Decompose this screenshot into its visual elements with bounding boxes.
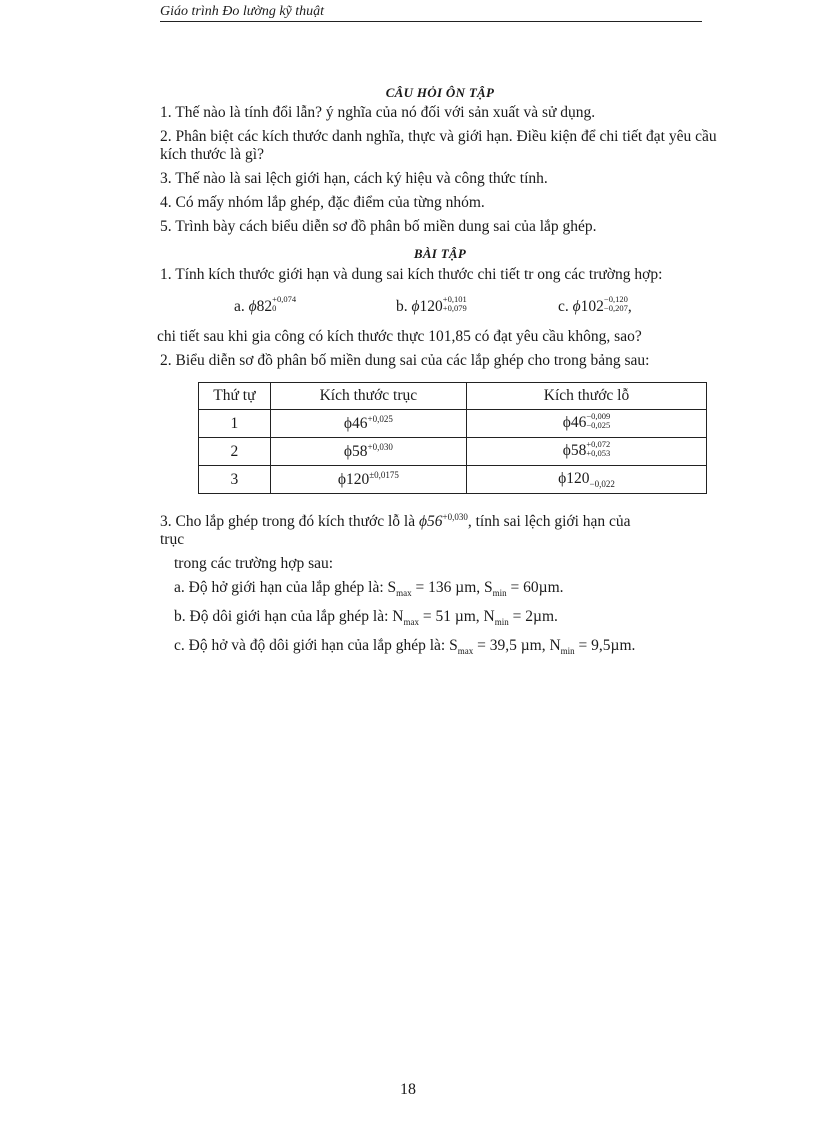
question-1: 1. Thế nào là tính đổi lẫn? ý nghĩa của nó đối với sản xuất và sử dụng.	[160, 104, 596, 121]
case-c: c. ϕ102 −0,120 −0,207 ,	[558, 294, 632, 315]
exercise-1-cases	[234, 296, 720, 318]
exercise-3-item-c: c. Độ hở và độ dôi giới hạn của lắp ghép là: $S_{max} = 39,5$ µm, $N_{min} = 9,5\mu m$.	[174, 637, 636, 657]
question-2: 2. Phân biệt các kích thước danh nghĩa, thực và giới hạn. Điều kiện để chi tiết đạt yêu cầu kích thước là gì?	[160, 128, 717, 163]
running-header: Giáo trình Đo lường kỹ thuật	[160, 2, 702, 22]
case-b: b. ϕ120 +0,101 +0,079	[396, 294, 467, 315]
cell-hole: ϕ46 −0,009 −0,025	[467, 410, 707, 438]
review-heading: CÂU HỎI ÔN TẬP	[385, 85, 495, 100]
cell-shaft: $\phi 46^{+0,025}$	[270, 410, 466, 438]
exercise-3-item-a: a. Độ hở giới hạn của lắp ghép là: $S_{max} = 136$ µm, $S_{min} = 60\mu m$.	[174, 579, 564, 599]
question-5: 5. Trình bày cách biểu diễn sơ đồ phân bố miền dung sai của lắp ghép.	[160, 218, 597, 235]
col-header-shaft: Kích thước trục	[270, 383, 466, 410]
question-4: 4. Có mấy nhóm lắp ghép, đặc điểm của từng nhóm.	[160, 194, 485, 211]
question-3: 3. Thế nào là sai lệch giới hạn, cách ký hiệu và công thức tính.	[160, 170, 548, 187]
exercise-1-text: 1. Tính kích thước giới hạn và dung sai kích thước chi tiết tr ong các trường hợp:	[160, 266, 663, 283]
cell-shaft: $\phi 120^{\pm 0,0175}$	[270, 466, 466, 494]
cell-hole: ϕ58 +0,072 +0,053	[467, 438, 707, 466]
exercise-1-followup: chi tiết sau khi gia công có kích thước thực 101,85 có đạt yêu cầu không, sao?	[157, 328, 642, 345]
cell-order: 1	[199, 410, 271, 438]
cell-shaft: $\phi 58^{+0,030}$	[270, 438, 466, 466]
exercise-3-intro: trong các trường hợp sau:	[174, 555, 334, 573]
table-header-row	[199, 383, 707, 410]
cell-order: 2	[199, 438, 271, 466]
exercise-3-item-b: b. Độ dôi giới hạn của lắp ghép là: $N_{max} = 51$ µm, $N_{min} = 2\mu m$.	[174, 608, 558, 628]
cell-order: 3	[199, 466, 271, 494]
fits-table	[198, 382, 707, 494]
exercise-3-text: 3. Cho lắp ghép trong đó kích thước lỗ là $\phi 56^{+0,030}$, tính sai lệch giới hạn của trục	[160, 512, 631, 549]
page-number: 18	[400, 1081, 416, 1098]
exercise-2-text: 2. Biểu diễn sơ đồ phân bố miền dung sai của các lắp ghép cho trong bảng sau:	[160, 352, 650, 369]
col-header-hole: Kích thước lỗ	[467, 383, 707, 410]
exercises-heading: BÀI TẬP	[413, 246, 467, 261]
cell-hole: $\phi 120_{-0,022}$	[467, 466, 707, 494]
col-header-order: Thứ tự	[199, 383, 271, 410]
page-body	[157, 80, 720, 666]
case-a: a. ϕ82 +0,074 0	[234, 294, 297, 315]
table-row	[199, 410, 707, 438]
table-row	[199, 466, 707, 494]
table-row	[199, 438, 707, 466]
